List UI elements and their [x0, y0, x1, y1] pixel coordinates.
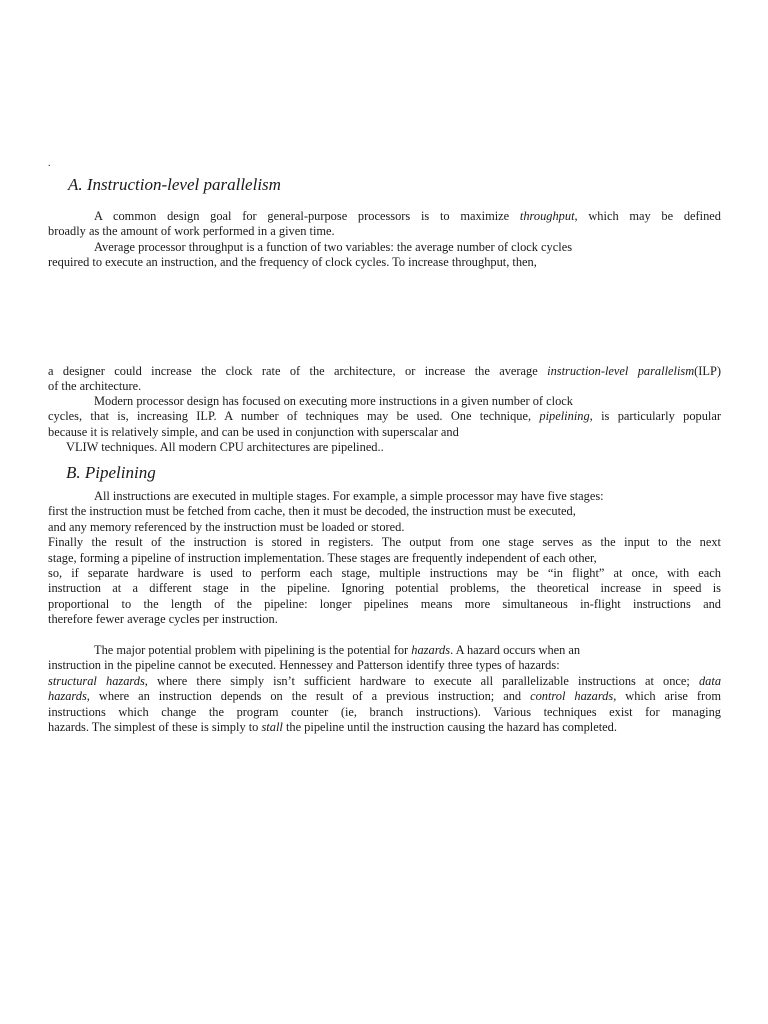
text-line: broadly as the amount of work performed in a given time. [48, 224, 335, 239]
section-a-paragraph-2 [48, 240, 721, 271]
section-b-paragraph-2 [48, 643, 721, 735]
text-line: instructions which change the program counter (ie, branch instructions). Various techniques exist for managing [48, 704, 721, 719]
section-a-paragraph-1 [48, 209, 721, 240]
text-line: instruction in the pipeline cannot be executed. Hennessey and Patterson identify three types of hazards: [48, 658, 560, 673]
text-line: cycles, that is, increasing ILP. A number of techniques may be used. One technique, pipelining, is particularly popular [48, 409, 721, 424]
text-line: hazards, where an instruction depends on the result of a previous instruction; and control hazards, which arise from [48, 689, 721, 704]
text-line: Finally the result of the instruction is stored in registers. The output from one stage serves as the input to the next [48, 535, 721, 550]
section-a-paragraph-3 [48, 364, 721, 395]
text-line: because it is relatively simple, and can be used in conjunction with superscalar and [48, 424, 459, 439]
text-line: A common design goal for general-purpose processors is to maximize throughput, which may be defined [94, 209, 721, 223]
text-line: The major potential problem with pipelining is the potential for hazards. A hazard occurs when an [94, 643, 581, 657]
text-line: required to execute an instruction, and the frequency of clock cycles. To increase throughput, then, [48, 255, 537, 270]
text-line: stage, forming a pipeline of instruction implementation. These stages are frequently independent of each other, [48, 550, 597, 565]
text-line: therefore fewer average cycles per instruction. [48, 612, 278, 627]
text-line: of the architecture. [48, 379, 142, 394]
text-line: and any memory referenced by the instruction must be loaded or stored. [48, 519, 405, 534]
section-a-paragraph-4 [48, 394, 721, 456]
section-b-heading: B. Pipelining [66, 463, 156, 482]
section-b-paragraph-1 [48, 489, 721, 628]
text-line: Average processor throughput is a function of two variables: the average number of clock cycles [94, 240, 573, 254]
text-line: hazards. The simplest of these is simply to stall the pipeline until the instruction causing the hazard has completed. [48, 720, 617, 735]
stray-mark: . [48, 158, 51, 169]
text-line: first the instruction must be fetched from cache, then it must be decoded, the instruction must be executed, [48, 504, 576, 519]
text-line: a designer could increase the clock rate of the architecture, or increase the average instruction-level parallelism(ILP) [48, 364, 722, 378]
text-line: instruction at a different stage in the pipeline. Ignoring potential problems, the theoretical increase in speed is [48, 581, 721, 596]
text-line: so, if separate hardware is used to perform each stage, multiple instructions may be “in flight” at once, with each [48, 566, 721, 581]
text-line: Modern processor design has focused on executing more instructions in a given number of clock [94, 394, 573, 408]
text-line: proportional to the length of the pipeline: longer pipelines means more simultaneous in-flight instructions and [48, 596, 721, 611]
text-line: structural hazards, where there simply isn’t sufficient hardware to execute all parallelizable instructions at once; data [48, 673, 722, 688]
section-a-heading: A. Instruction-level parallelism [68, 175, 281, 194]
text-line: VLIW techniques. All modern CPU architectures are pipelined.. [66, 440, 384, 455]
text-line: All instructions are executed in multiple stages. For example, a simple processor may have five stages: [94, 489, 604, 503]
